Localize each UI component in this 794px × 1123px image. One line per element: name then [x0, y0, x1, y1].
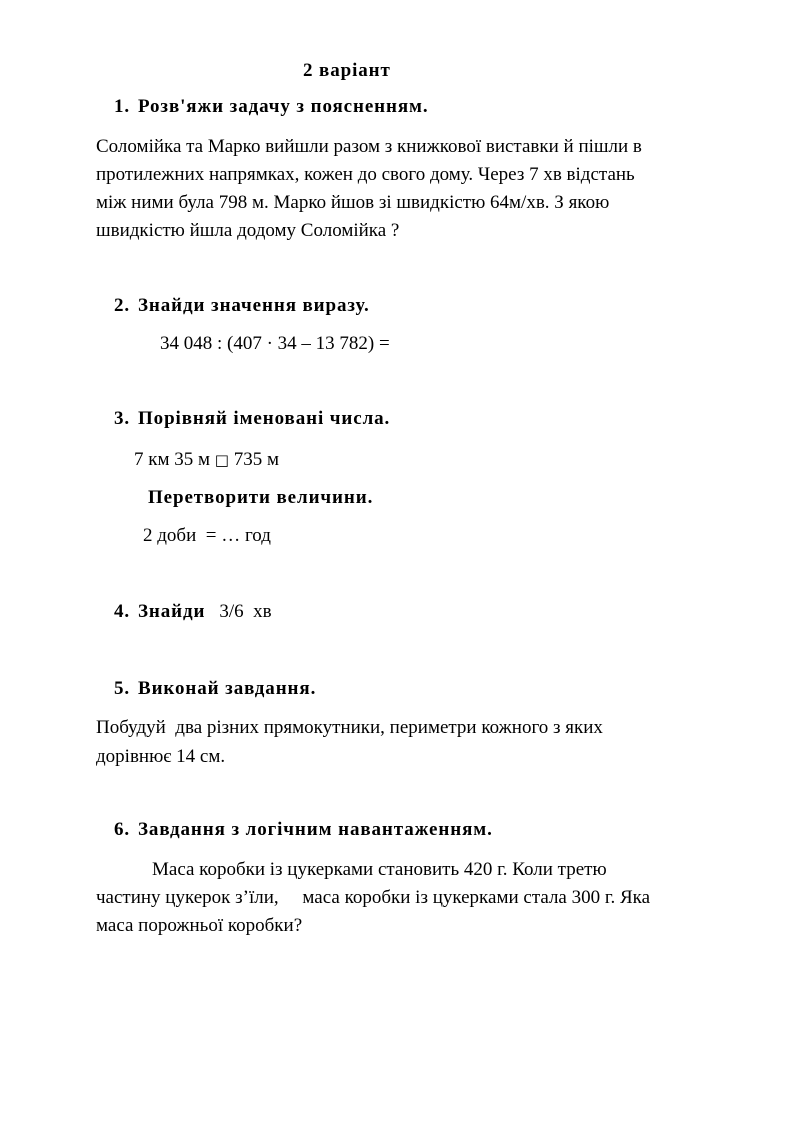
task-5-text [96, 713, 603, 771]
task-4-line [114, 598, 272, 626]
task-1-line: швидкістю йшла додому Соломійка ? [96, 220, 400, 241]
task-2-expression: 34 048 : (407 · 34 – 13 782) = [160, 333, 390, 354]
compare-right: 735 м [233, 449, 279, 470]
task-6-text [96, 856, 650, 940]
task-6-number: 6. [114, 819, 131, 840]
task-6-title: Завдання з логічним навантаженням. [138, 819, 493, 840]
task-3-subheading: Перетворити величини. [148, 487, 374, 508]
variant-title: 2 варіант [303, 60, 391, 81]
task-5-number: 5. [114, 678, 131, 699]
task-5-title: Виконай завдання. [138, 678, 317, 699]
task-1-number: 1. [114, 96, 131, 117]
compare-left: 7 км 35 м [134, 449, 211, 470]
task-1-line: протилежних напрямках, кожен до свого дому. Через 7 хв відстань [96, 164, 635, 185]
task-3-number: 3. [114, 408, 131, 429]
task-6-line: Маса коробки із цукерками становить 420 г. Коли третю [152, 859, 607, 880]
task-2-number: 2. [114, 295, 131, 316]
task-2-heading [114, 292, 370, 320]
task-1-line: між ними була 798 м. Марко йшов зі швидкістю 64м/хв. З якою [96, 192, 610, 213]
task-4-number: 4. [114, 601, 131, 622]
task-2-title: Знайди значення виразу. [138, 295, 370, 316]
task-5-line: дорівнює 14 см. [96, 746, 226, 767]
task-1-text [96, 133, 642, 245]
task-1-title: Розв'яжи задачу з поясненням. [138, 96, 429, 117]
task-6-line: частину цукерок з’їли, маса коробки із цукерками стала 300 г. Яка [96, 887, 651, 908]
task-5-heading [114, 675, 316, 703]
task-3-comparison [134, 446, 279, 474]
task-3-title: Порівняй іменовані числа. [138, 408, 391, 429]
task-3-conversion: 2 доби = … год [143, 525, 271, 546]
task-6-heading [114, 816, 493, 844]
task-6-line: маса порожньої коробки? [96, 915, 303, 936]
task-4-value: 3/6 хв [219, 601, 272, 622]
task-5-line: Побудуй два різних прямокутники, периметри кожного з яких [96, 717, 603, 738]
task-4-title: Знайди [138, 601, 206, 622]
task-1-heading [114, 93, 429, 121]
compare-box-icon: □ [214, 451, 229, 469]
task-1-line: Соломійка та Марко вийшли разом з книжкової виставки й пішли в [96, 136, 642, 157]
task-3-heading [114, 405, 390, 433]
